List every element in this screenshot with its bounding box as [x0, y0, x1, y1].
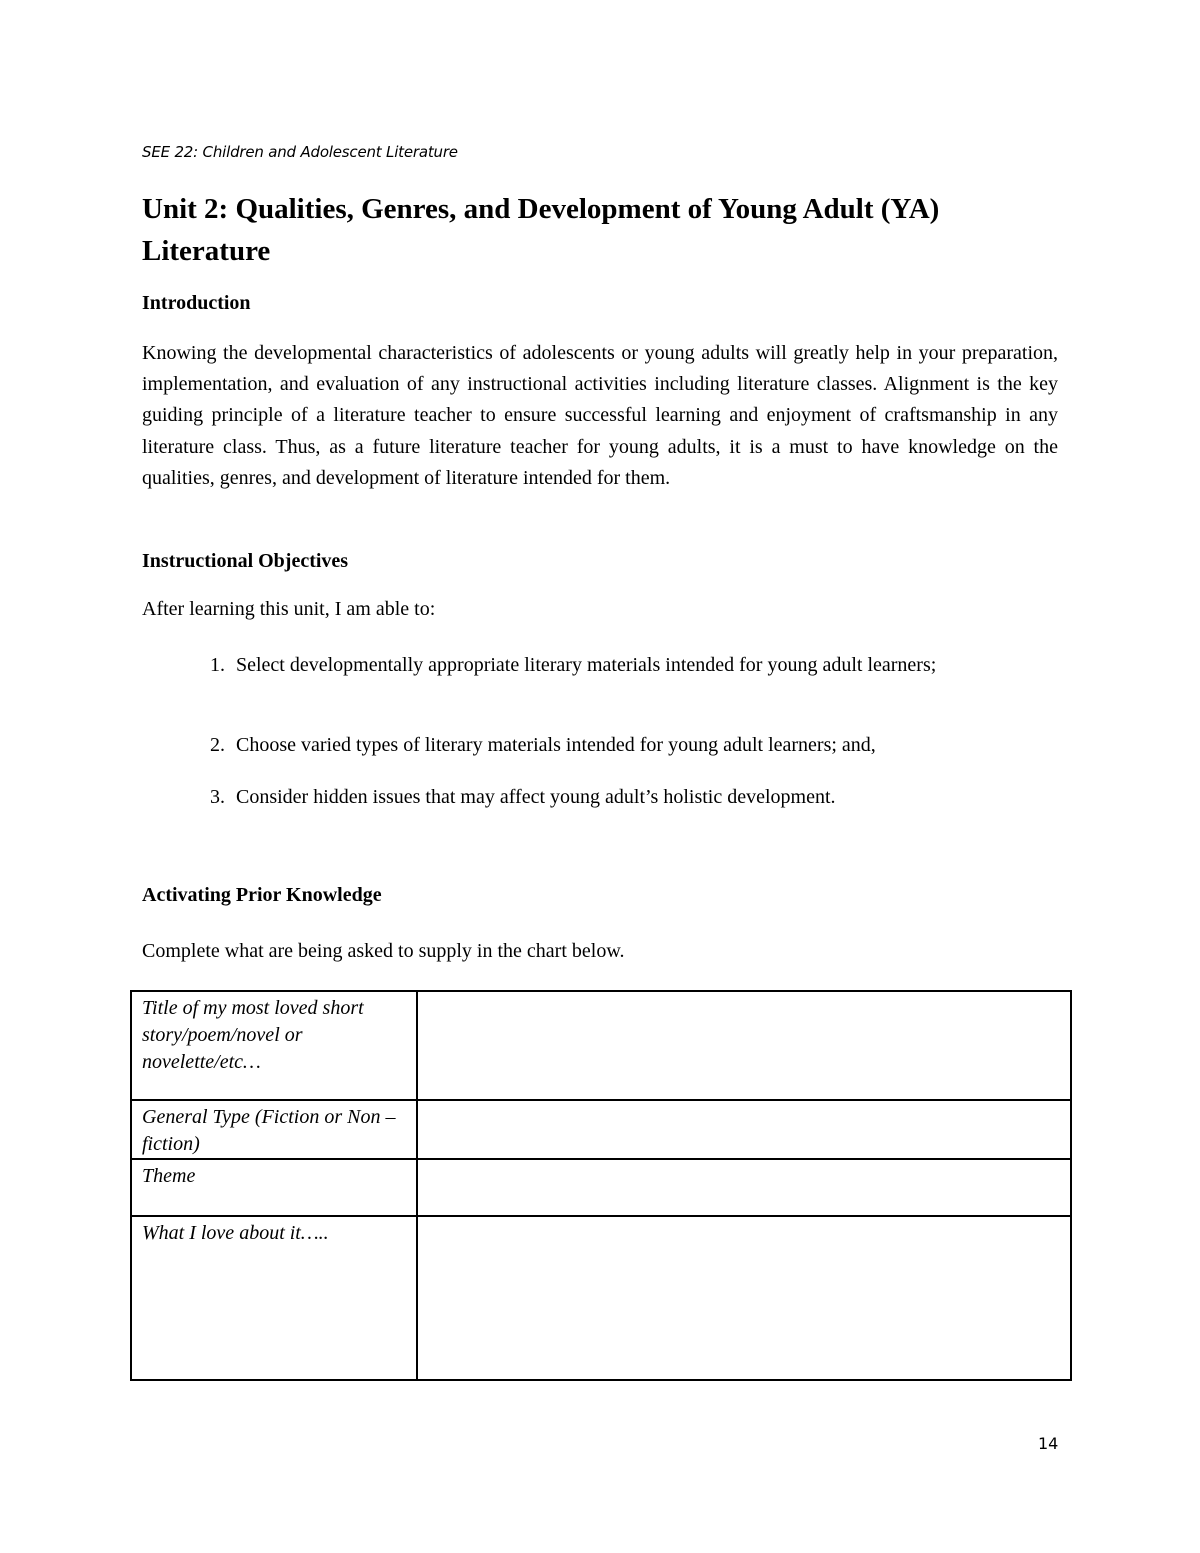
chart-answer-cell[interactable] — [417, 991, 1071, 1100]
objective-number: 3. — [210, 786, 225, 808]
chart-answer-cell[interactable] — [417, 1100, 1071, 1159]
objective-text: Select developmentally appropriate literary materials intended for young adult learners; — [236, 654, 937, 676]
objective-number: 1. — [210, 654, 225, 676]
objective-item — [210, 730, 1000, 760]
objectives-heading: Instructional Objectives — [142, 550, 349, 572]
chart-row-label: General Type (Fiction or Non – fiction) — [131, 1100, 417, 1159]
course-header: SEE 22: Children and Adolescent Literature — [142, 143, 458, 161]
chart-row — [131, 1100, 1071, 1159]
chart-row-label: What I love about it….. — [131, 1216, 417, 1380]
objective-text: Choose varied types of literary materials intended for young adult learners; and, — [236, 734, 876, 756]
objective-item — [210, 782, 1000, 812]
chart-row — [131, 991, 1071, 1100]
introduction-text: Knowing the developmental characteristics of adolescents or young adults will greatly help in your preparation, implementation, and evaluation of any instructional activities including literature classes. Alignment is the key guiding principle of a literature teacher to ensure successful learning and enjoyment of craftsmanship in any literature class. Thus, as a future literature teacher for young adults, it is a must to have knowledge on the qualities, genres, and development of literature intended for them. — [142, 342, 1058, 489]
chart-row — [131, 1159, 1071, 1216]
introduction-heading: Introduction — [142, 292, 251, 314]
chart-row-label: Title of my most loved short story/poem/novel or novelette/etc… — [131, 991, 417, 1100]
unit-title: Unit 2: Qualities, Genres, and Development of Young Adult (YA) Literature — [142, 193, 940, 267]
prior-knowledge-heading: Activating Prior Knowledge — [142, 884, 382, 906]
objective-item — [210, 650, 1000, 680]
objectives-lead: After learning this unit, I am able to: — [142, 598, 436, 620]
objective-number: 2. — [210, 734, 225, 756]
objective-text: Consider hidden issues that may affect young adult’s holistic development. — [236, 786, 836, 808]
prior-knowledge-chart — [130, 990, 1072, 1381]
page-number: 14 — [1038, 1434, 1059, 1453]
chart-instruction: Complete what are being asked to supply in the chart below. — [142, 940, 625, 962]
chart-row — [131, 1216, 1071, 1380]
chart-answer-cell[interactable] — [417, 1159, 1071, 1216]
chart-answer-cell[interactable] — [417, 1216, 1071, 1380]
chart-row-label: Theme — [131, 1159, 417, 1216]
